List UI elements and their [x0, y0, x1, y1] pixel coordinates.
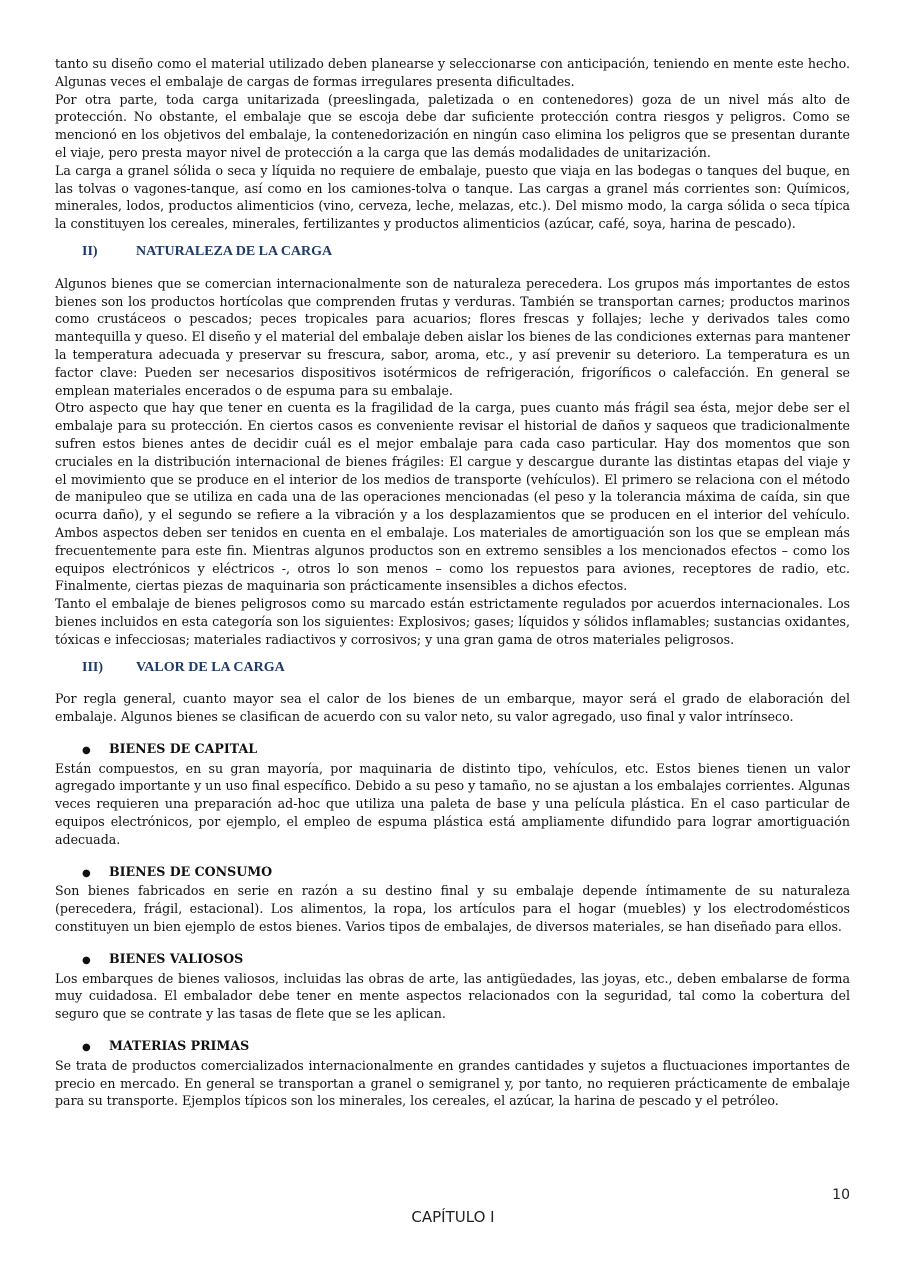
document-body	[55, 55, 850, 1110]
section-heading-naturaleza	[55, 243, 850, 261]
bullet-heading: BIENES VALIOSOS	[109, 950, 244, 966]
bullet-heading: BIENES DE CAPITAL	[109, 740, 258, 756]
section-heading-valor	[55, 659, 850, 677]
section-title: VALOR DE LA CARGA	[136, 659, 285, 675]
paragraph: Tanto el embalaje de bienes peligrosos como su marcado están estrictamente regulados por acuerdos internacionales. Los bienes incluidos en esta categoría son los siguientes: Explosivos; gases; líquidos y sólidos inflamables; sustancias oxidantes, tóxicas e infecciosas; materiales radiactivos y corrosivos; y una gran gama de otros materiales peligrosos.	[55, 596, 850, 647]
chapter-footer: CAPÍTULO I	[411, 1208, 495, 1226]
section-number: II)	[82, 243, 98, 259]
paragraph: Los embarques de bienes valiosos, incluidas las obras de arte, las antigüedades, las joyas, etc., deben embalarse de forma muy cuidadosa. El embalador debe tener en mente aspectos relacionados con la seguridad, tal como la cobertura del seguro que se contrate y las tasas de flete que se les aplican.	[55, 970, 850, 1022]
bullet-heading: MATERIAS PRIMAS	[109, 1038, 250, 1054]
bullet-heading: BIENES DE CONSUMO	[109, 863, 273, 879]
paragraph: Por regla general, cuanto mayor sea el calor de los bienes de un embarque, mayor será el grado de elaboración del embalaje. Algunos bienes se clasifican de acuerdo con su valor neto, su valor agregado, uso final y valor intrínseco.	[55, 691, 850, 725]
paragraph: Se trata de productos comercializados internacionalmente en grandes cantidades y sujetos a fluctuaciones importantes de precio en mercado. En general se transportan a granel o semigranel y, por tanto, no requieren prácticamente de embalaje para su transporte. Ejemplos típicos son los minerales, los cereales, el azúcar, la harina de pescado y el petróleo.	[55, 1057, 850, 1109]
bullet-heading-consumo	[55, 863, 850, 883]
paragraph: Por otra parte, toda carga unitarizada (preeslingada, paletizada o en contenedores) goza de un nivel más alto de protección. No obstante, el embalaje que se escoja debe dar suficiente protección contra riesgos y peligros. Como se mencionó en los objetivos del embalaje, la contenedorización en ningún caso elimina los peligros que se presentan durante el viaje, pero presta mayor nivel de protección a la carga que las demás modalidades de unitarización.	[55, 91, 850, 160]
bullet-icon: ●	[82, 1042, 91, 1054]
bullet-heading-capital	[55, 740, 850, 760]
paragraph: Algunos bienes que se comercian internacionalmente son de naturaleza perecedera. Los grupos más importantes de estos bienes son los productos hortícolas que comprenden frutas y verduras. También se transportan carnes; productos marinos como crustáceos o pescados; peces tropicales para acuarios; flores frescas y follajes; leche y derivados tales como mantequilla y queso. El diseño y el material del embalaje deben aislar los bienes de las condiciones externas para mantener la temperatura adecuada y preservar su frescura, sabor, aroma, etc., y así prevenir su deterioro. La temperatura es un factor clave: Pueden ser necesarios dispositivos isotérmicos de refrigeración, frigoríficos o calefacción. En general se emplean materiales encerados o de espuma para su embalaje.	[55, 275, 850, 398]
bullet-icon: ●	[82, 744, 91, 756]
page-number: 10	[832, 1187, 850, 1203]
section-number: III)	[82, 659, 104, 675]
paragraph: tanto su diseño como el material utilizado deben planearse y seleccionarse con anticipación, teniendo en mente este hecho. Algunas veces el embalaje de cargas de formas irregulares presenta dificultades.	[55, 56, 850, 89]
paragraph: Son bienes fabricados en serie en razón a su destino final y su embalaje depende íntimamente de su naturaleza (perecedera, frágil, estacional). Los alimentos, la ropa, los artículos para el hogar (muebles) y los electrodomésticos constituyen un bien ejemplo de estos bienes. Varios tipos de embalajes, de diversos materiales, se han diseñado para ellos.	[55, 883, 850, 935]
bullet-heading-materias	[55, 1037, 850, 1057]
bullet-icon: ●	[82, 954, 91, 966]
paragraph: Otro aspecto que hay que tener en cuenta es la fragilidad de la carga, pues cuanto más frágil sea ésta, mejor debe ser el embalaje para su protección. En ciertos casos es conveniente revisar el historial de daños y saqueos que tradicionalmente sufren estos bienes antes de decidir cuál es el mejor embalaje para cada caso particular. Hay dos momentos que son cruciales en la distribución internacional de bienes frágiles: El cargue y descargue durante las distintas etapas del viaje y el movimiento que se produce en el interior de los medios de transporte (vehículos). El primero se relaciona con el método de manipuleo que se utiliza en cada una de las operaciones mencionadas (el peso y la tolerancia máxima de caída, sin que ocurra daño), y el segundo se refiere a la vibración y a los desplazamientos que se producen en el interior del vehículo. Ambos aspectos deben ser tenidos en cuenta en el embalaje. Los materiales de amortiguación son los que se emplean más frecuentemente para este fin. Mientras algunos productos son en extremo sensibles a los mencionados efectos – como los equipos electrónicos y eléctricos -, otros lo son menos – como los repuestos para aviones, receptores de radio, etc. Finalmente, ciertas piezas de maquinaria son prácticamente insensibles a dichos efectos.	[55, 400, 850, 594]
paragraph: La carga a granel sólida o seca y líquida no requiere de embalaje, puesto que viaja en las bodegas o tanques del buque, en las tolvas o vagones-tanque, así como en los camiones-tolva o tanque. Las cargas a granel más corrientes son: Químicos, minerales, lodos, productos alimenticios (vino, cerveza, leche, melazas, etc.). Del mismo modo, la carga sólida o seca típica la constituyen los cereales, minerales, fertilizantes y productos alimenticios (azúcar, café, soya, harina de pescado).	[55, 162, 850, 232]
bullet-icon: ●	[82, 867, 91, 879]
bullet-heading-valiosos	[55, 950, 850, 970]
section-title: NATURALEZA DE LA CARGA	[136, 243, 333, 259]
paragraph: Están compuestos, en su gran mayoría, por maquinaria de distinto tipo, vehículos, etc. Estos bienes tienen un valor agregado importante y un uso final específico. Debido a su peso y tamaño, no se ajustan a los embalajes corrientes. Algunas veces requieren una preparación ad-hoc que utiliza una paleta de base y una película plástica. En el caso particular de equipos electrónicos, por ejemplo, el empleo de espuma plástica está ampliamente difundido para lograr amortiguación adecuada.	[55, 760, 850, 847]
